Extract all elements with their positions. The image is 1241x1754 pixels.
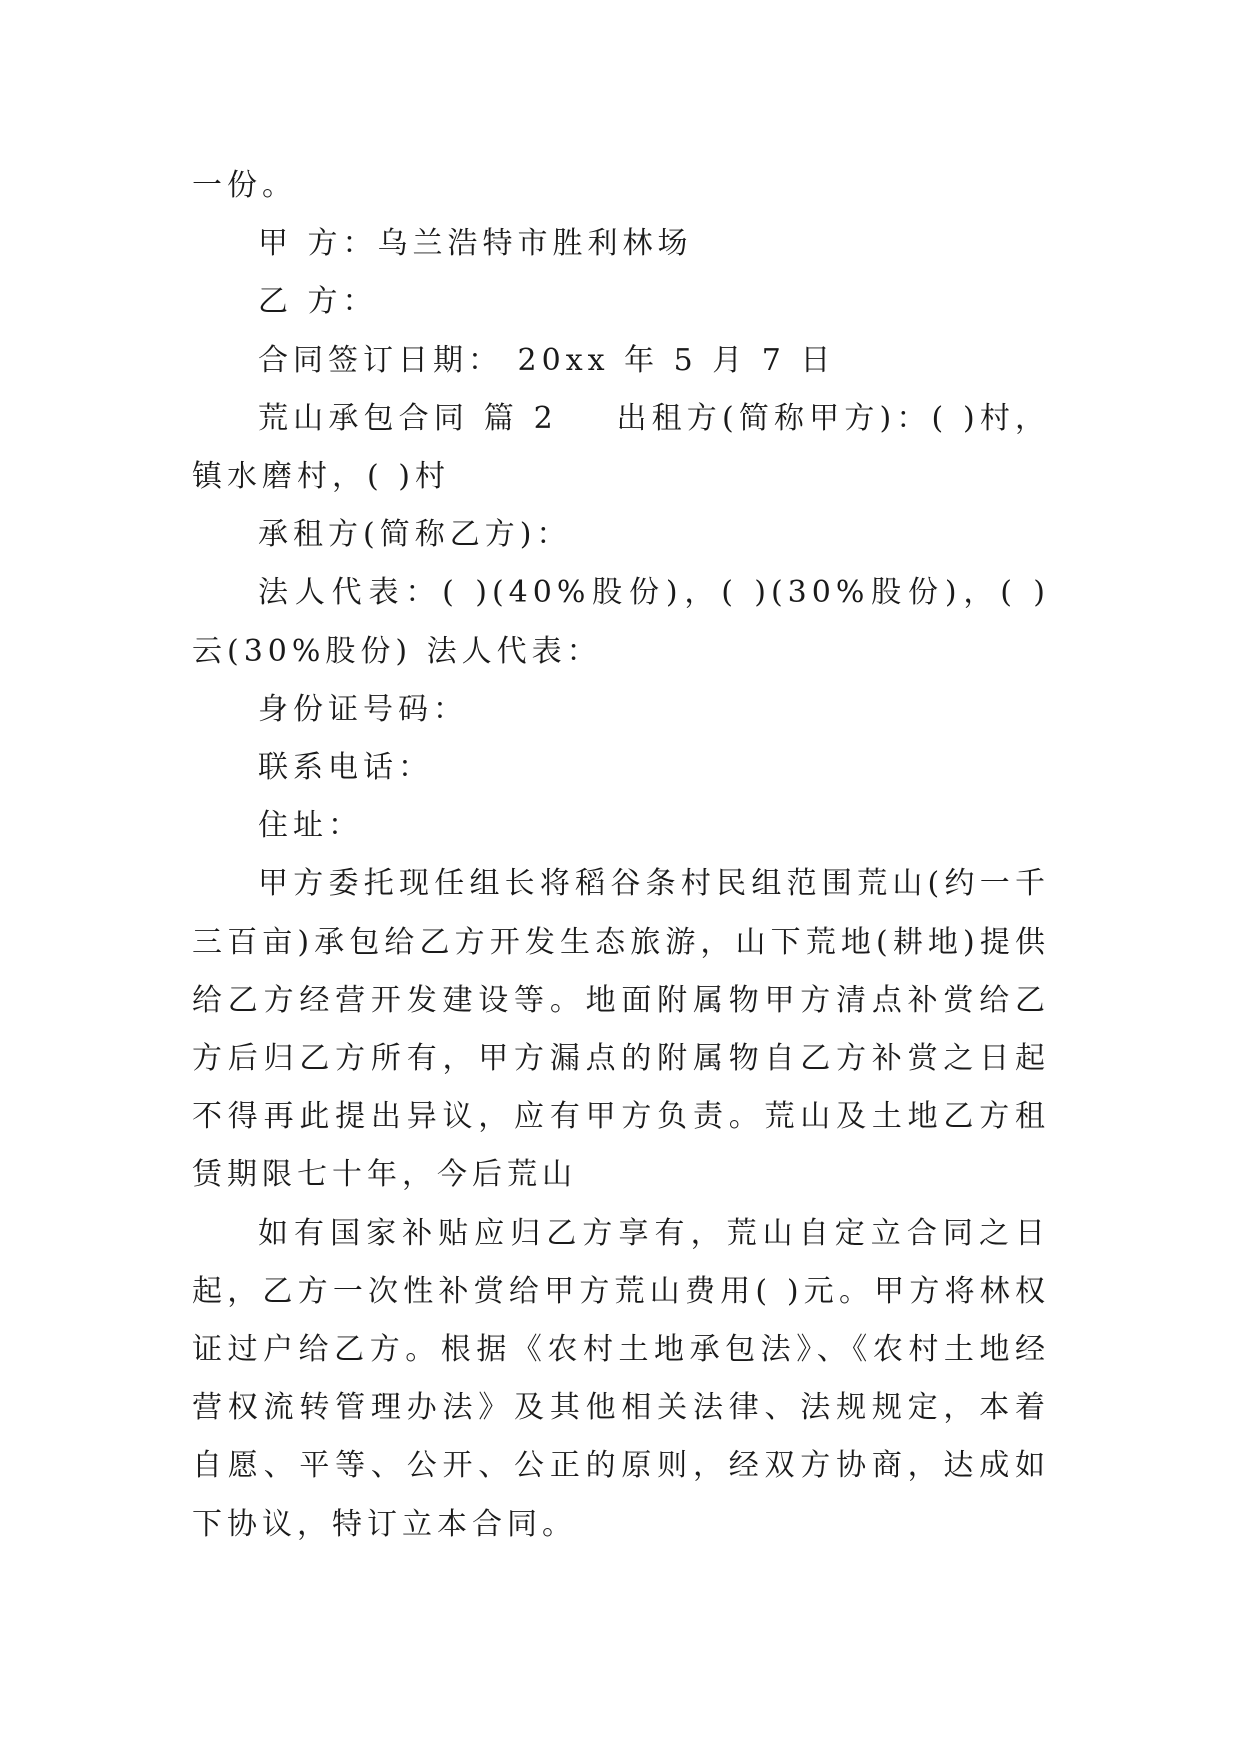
address-line: 住址： [258, 808, 363, 844]
legal-representative-line: 法人代表：( )(40%股份)，( )(30%股份)，( )云(30%股份) 法人代表： [192, 575, 1050, 669]
phone-line: 联系电话： [258, 750, 433, 786]
party-b-line: 乙 方： [258, 284, 378, 320]
subsidy-paragraph: 如有国家补贴应归乙方享有，荒山自定立合同之日起，乙方一次性补赏给甲方荒山费用( )元。甲方将林权证过户给乙方。根据《农村土地承包法》、《农村土地经营权流转管理办法》及其他相关法律、法规规定，本着自愿、平等、公开、公正的原则，经双方协商，达成如下协议，特订立本合同。 [192, 1215, 1050, 1542]
id-number-line: 身份证号码： [258, 691, 468, 727]
party-a-line: 甲 方：乌兰浩特市胜利林场 [258, 226, 693, 262]
lessee-line: 承租方(简称乙方)： [258, 517, 572, 553]
contract-heading-lessor: 荒山承包合同 篇 2 出租方(简称甲方)：( )村，镇水磨村，( )村 [192, 400, 1050, 495]
entrustment-paragraph: 甲方委托现任组长将稻谷条村民组范围荒山(约一千三百亩)承包给乙方开发生态旅游，山下荒地(耕地)提供给乙方经营开发建设等。地面附属物甲方清点补赏给乙方后归乙方所有，甲方漏点的附属物自乙方补赏之日起不得再此提出异议，应有甲方负责。荒山及土地乙方租赁期限七十年，今后荒山 [192, 866, 1050, 1193]
paragraph-fragment: 一份。 [192, 168, 297, 203]
contract-body [192, 157, 1050, 1554]
sign-date-line: 合同签订日期： 20xx 年 5 月 7 日 [258, 342, 836, 378]
